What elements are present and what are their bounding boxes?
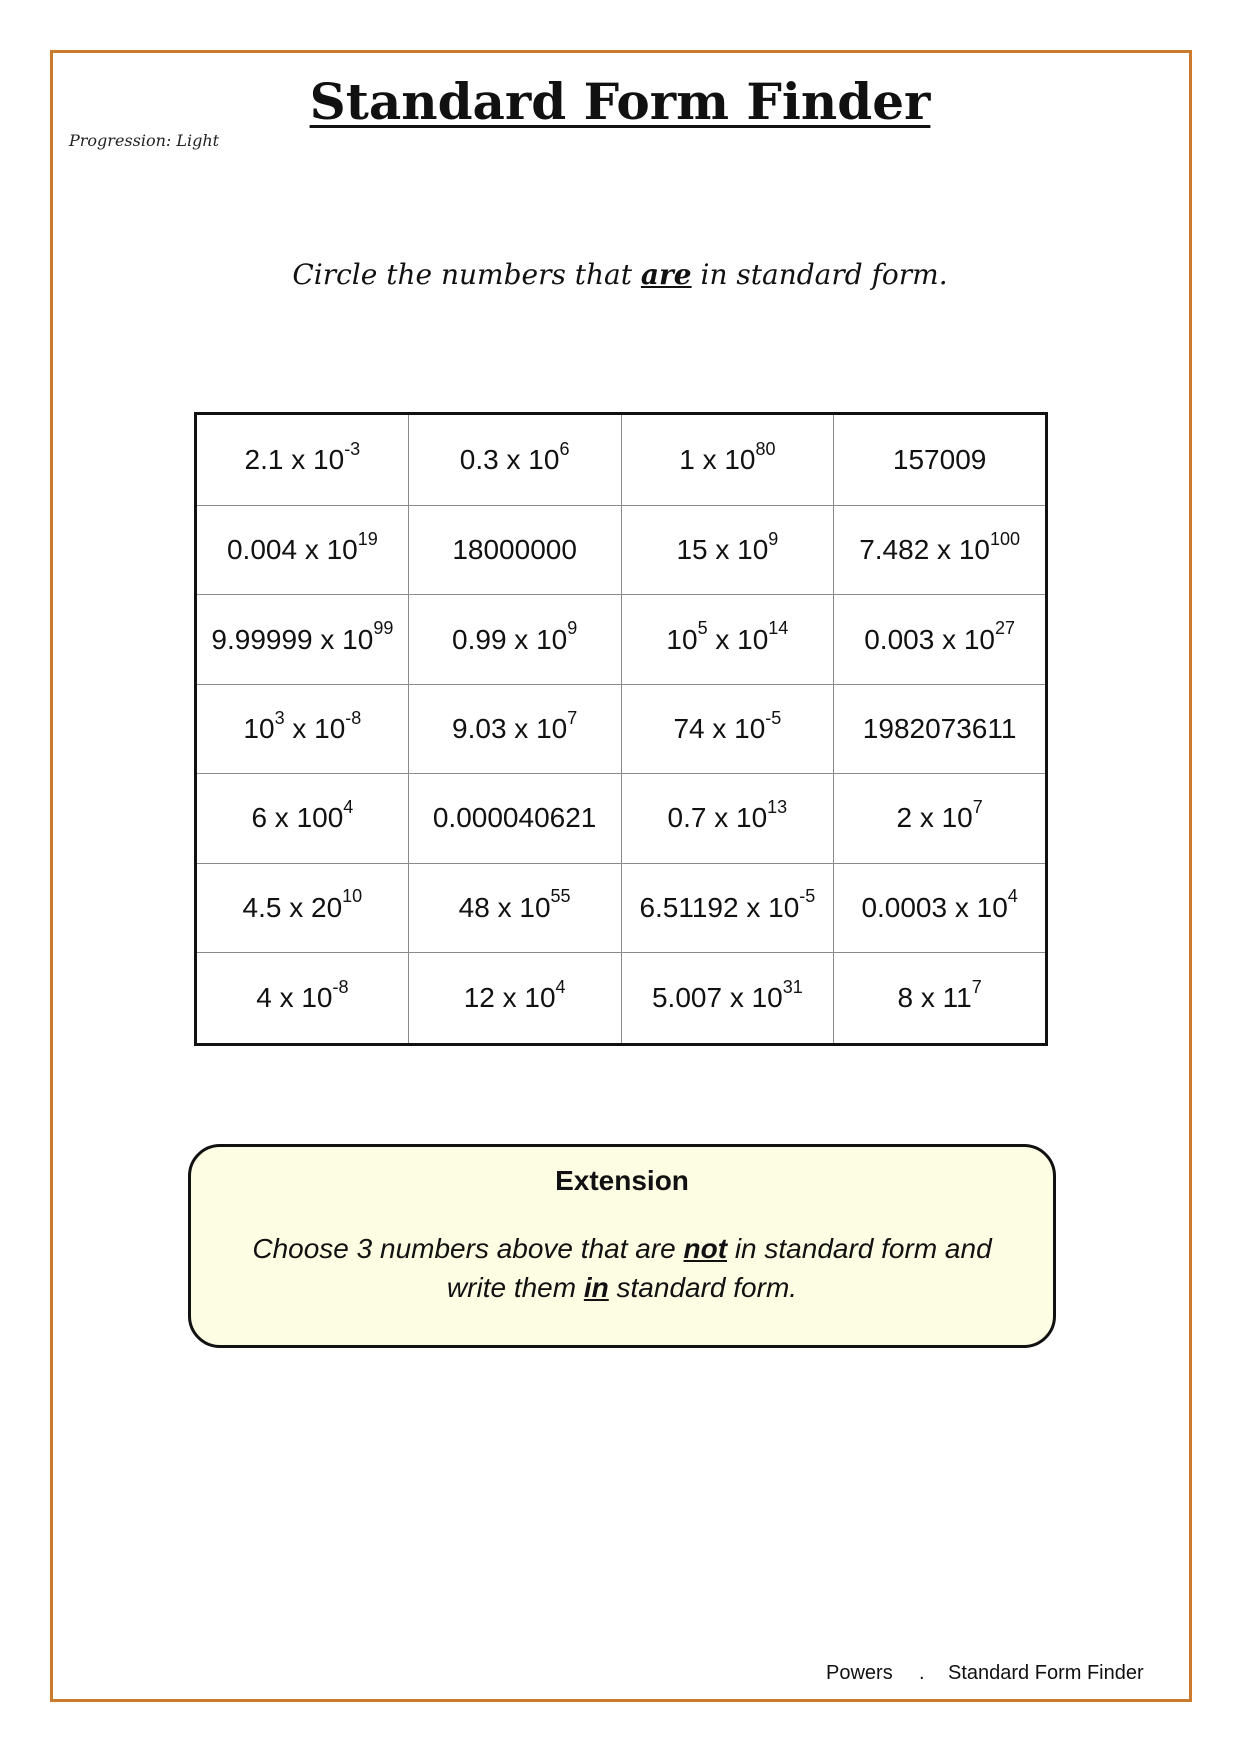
grid-cell[interactable]	[408, 414, 621, 506]
cell-exponent: 9	[567, 618, 578, 639]
cell-exponent: 100	[989, 528, 1021, 549]
cell-base: 4 x 10	[256, 981, 333, 1013]
grid-cell[interactable]	[621, 506, 834, 595]
grid-cell[interactable]	[834, 414, 1047, 506]
cell-base: 0.0003 x 10	[861, 891, 1008, 923]
cell-base: 0.99 x 10	[452, 623, 568, 655]
cell-base: 12 x 10	[463, 981, 556, 1013]
grid-row	[196, 414, 1047, 506]
cell-exponent: 99	[373, 618, 394, 639]
numbers-grid	[194, 412, 1048, 1046]
cell-base: 2.1 x 10	[244, 444, 345, 476]
grid-cell[interactable]	[408, 774, 621, 863]
grid-cell[interactable]	[834, 506, 1047, 595]
cell-exponent: 55	[550, 886, 571, 907]
grid-cell[interactable]	[621, 952, 834, 1044]
cell-exponent: 13	[767, 796, 788, 817]
footer-name: Standard Form Finder	[948, 1662, 1144, 1684]
cell-exponent: 80	[755, 438, 776, 459]
cell-base: 6 x 100	[251, 802, 344, 834]
grid-cell[interactable]	[408, 952, 621, 1044]
cell-base: 15 x 10	[676, 534, 769, 566]
cell-base: 5.007 x 10	[651, 981, 783, 1013]
extension-emphasis-not: not	[683, 1233, 728, 1264]
cell-exponent: 7	[567, 707, 578, 728]
grid-cell[interactable]	[408, 684, 621, 773]
cell-exponent: 4	[555, 976, 566, 997]
page-title	[0, 72, 1240, 131]
cell-base: x 10	[707, 623, 769, 655]
progression-label: Progression: Light	[69, 131, 220, 150]
extension-title: Extension	[555, 1165, 689, 1196]
title-text: Standard Form Finder	[309, 72, 931, 131]
cell-prefix: 10	[243, 712, 275, 744]
cell-base: 0.003 x 10	[864, 623, 995, 655]
cell-base: x 10	[284, 712, 346, 744]
cell-exponent: 31	[782, 976, 803, 997]
grid-cell[interactable]	[196, 952, 409, 1044]
grid-cell[interactable]	[834, 684, 1047, 773]
cell-exponent: 9	[768, 528, 779, 549]
extension-text-part: write them	[446, 1272, 584, 1303]
cell-base: 9.99999 x 10	[211, 623, 374, 655]
footer-separator: .	[919, 1662, 925, 1684]
instruction-text-after: in standard form.	[691, 258, 948, 291]
instruction-emphasis: are	[640, 258, 692, 291]
grid-row	[196, 684, 1047, 773]
extension-text-part: Choose 3 numbers above that are	[252, 1233, 684, 1264]
cell-exponent: 7	[972, 796, 983, 817]
cell-base: 2 x 10	[896, 802, 973, 834]
grid-cell[interactable]	[196, 414, 409, 506]
cell-exponent: -8	[345, 707, 362, 728]
grid-cell[interactable]	[834, 595, 1047, 684]
cell-exponent: 6	[559, 438, 570, 459]
grid-cell[interactable]	[834, 952, 1047, 1044]
grid-cell[interactable]	[408, 863, 621, 952]
grid-cell[interactable]	[621, 414, 834, 506]
grid-cell[interactable]	[196, 774, 409, 863]
cell-base: 0.7 x 10	[667, 802, 768, 834]
grid-cell[interactable]	[621, 774, 834, 863]
cell-exponent: 19	[357, 528, 378, 549]
grid-cell[interactable]	[196, 506, 409, 595]
cell-base: 9.03 x 10	[452, 712, 568, 744]
cell-prefix: 10	[666, 623, 698, 655]
grid-cell[interactable]	[196, 863, 409, 952]
grid-row	[196, 506, 1047, 595]
cell-base: 18000000	[452, 534, 577, 566]
cell-base: 74 x 10	[673, 712, 766, 744]
cell-exponent: 4	[343, 796, 354, 817]
cell-exponent: 10	[342, 886, 363, 907]
instruction-text-before: Circle the numbers that	[292, 258, 641, 291]
grid-cell[interactable]	[621, 595, 834, 684]
cell-exponent: 14	[768, 618, 789, 639]
cell-base: 6.51192 x 10	[639, 891, 800, 923]
cell-prefix-exponent: 3	[274, 707, 285, 728]
cell-exponent: -8	[332, 976, 349, 997]
grid-cell[interactable]	[196, 595, 409, 684]
grid-row	[196, 774, 1047, 863]
cell-exponent: 27	[995, 618, 1016, 639]
cell-base: 48 x 10	[458, 891, 551, 923]
cell-exponent: -5	[799, 886, 816, 907]
cell-base: 1 x 10	[679, 444, 756, 476]
grid-cell[interactable]	[196, 684, 409, 773]
cell-exponent: -5	[765, 707, 782, 728]
extension-text-part: in standard form and	[727, 1233, 992, 1264]
grid-row	[196, 595, 1047, 684]
grid-row	[196, 952, 1047, 1044]
grid-cell[interactable]	[408, 506, 621, 595]
cell-base: 0.000040621	[432, 802, 597, 834]
cell-base: 4.5 x 20	[242, 891, 343, 923]
cell-exponent: -3	[344, 438, 361, 459]
cell-base: 7.482 x 10	[859, 534, 990, 566]
cell-base: 0.3 x 10	[459, 444, 560, 476]
grid-cell[interactable]	[621, 684, 834, 773]
cell-exponent: 4	[1007, 886, 1018, 907]
grid-cell[interactable]	[834, 774, 1047, 863]
grid-cell[interactable]	[408, 595, 621, 684]
extension-emphasis-in: in	[583, 1272, 609, 1303]
cell-base: 1982073611	[862, 712, 1017, 744]
grid-row	[196, 863, 1047, 952]
cell-base: 0.004 x 10	[226, 534, 358, 566]
extension-text	[191, 1229, 1053, 1307]
cell-base: 8 x 11	[897, 981, 972, 1013]
grid-cell[interactable]	[834, 863, 1047, 952]
instruction	[0, 258, 1240, 291]
extension-text-part: standard form.	[608, 1272, 798, 1303]
cell-exponent: 7	[971, 976, 982, 997]
cell-prefix-exponent: 5	[697, 618, 708, 639]
grid-cell[interactable]	[621, 863, 834, 952]
footer-topic: Powers	[826, 1662, 893, 1684]
cell-base: 157009	[892, 444, 987, 476]
extension-box	[188, 1144, 1056, 1348]
